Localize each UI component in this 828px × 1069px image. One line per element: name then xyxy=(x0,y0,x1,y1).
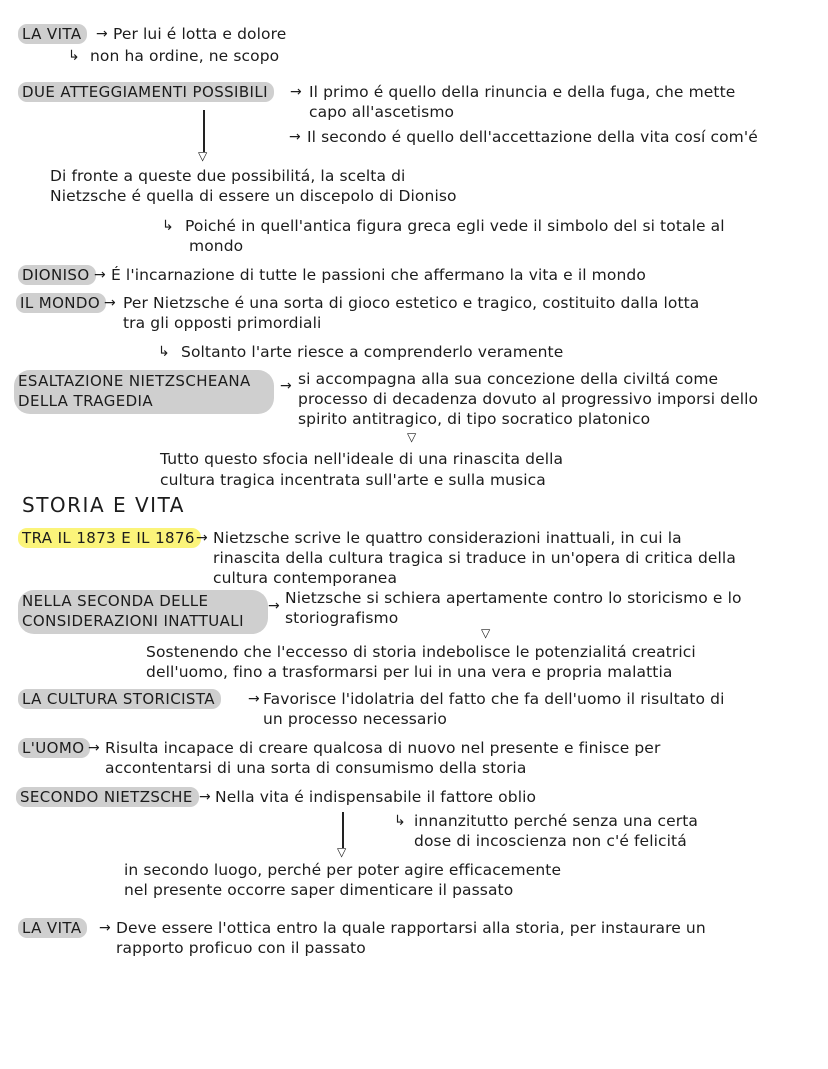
arrow-right-icon: → xyxy=(104,295,116,311)
arrow-right-icon: → xyxy=(94,267,106,283)
label-seconda-b: CONSIDERAZIONI INATTUALI xyxy=(22,612,244,630)
hook-arrow-icon: ↳ xyxy=(68,48,80,64)
section-title: STORIA E VITA xyxy=(22,493,185,517)
label-esaltazione-b: DELLA TRAGEDIA xyxy=(18,392,154,410)
secondo-text: Nella vita é indispensabile il fattore oblio xyxy=(215,788,537,806)
label-seconda-a: NELLA SECONDA DELLE xyxy=(22,592,209,610)
label-la-vita-2: LA VITA xyxy=(18,918,87,938)
label-dioniso: DIONISO xyxy=(18,265,96,285)
uomo-line-2: accontentarsi di una sorta di consumismo della storia xyxy=(105,759,527,777)
tragedia-line-1: si accompagna alla sua concezione della civiltá come xyxy=(298,370,719,388)
second-attitude: Il secondo é quello dell'accettazione della vita cosí com'é xyxy=(307,128,758,146)
arrow-right-icon: → xyxy=(88,740,100,756)
seconda-result-a: Sostenendo che l'eccesso di storia indebolisce le potenzialitá creatrici xyxy=(146,643,696,661)
first-attitude-b: capo all'ascetismo xyxy=(309,103,455,121)
choice-line-2: Nietzsche é quella di essere un discepolo di Dioniso xyxy=(50,187,457,205)
arrow-down-icon: ▽ xyxy=(198,149,208,163)
label-esaltazione-a: ESALTAZIONE NIETZSCHEANA xyxy=(18,372,251,390)
hook-arrow-icon: ↳ xyxy=(162,218,174,234)
arrow-right-icon: → xyxy=(268,598,280,614)
hook-arrow-icon: ↳ xyxy=(394,813,406,829)
uomo-line-1: Risulta incapace di creare qualcosa di nuovo nel presente e finisce per xyxy=(105,739,661,757)
arrow-down-icon: ▽ xyxy=(481,626,491,640)
arrow-right-icon: → xyxy=(196,530,208,546)
hook-arrow-icon: ↳ xyxy=(158,344,170,360)
mondo-sub: Soltanto l'arte riesce a comprenderlo veramente xyxy=(181,343,564,361)
arrow-down-icon: ▽ xyxy=(337,845,347,859)
tragedia-line-2: processo di decadenza dovuto al progressivo imporsi dello xyxy=(298,390,759,408)
seconda-result-b: dell'uomo, fino a trasformarsi per lui in una vera e propria malattia xyxy=(146,663,673,681)
arrow-down-icon: ▽ xyxy=(407,430,417,444)
choice-line-1: Di fronte a queste due possibilitá, la scelta di xyxy=(50,167,406,185)
label-esaltazione xyxy=(14,370,274,414)
first-attitude-a: Il primo é quello della rinuncia e della fuga, che mette xyxy=(309,83,736,101)
label-secondo-nietzsche: SECONDO NIETZSCHE xyxy=(16,787,199,807)
tragedia-result-a: Tutto questo sfocia nell'ideale di una rinascita della xyxy=(160,450,564,468)
because-line-a: Poiché in quell'antica figura greca egli vede il simbolo del si totale al xyxy=(185,217,725,235)
tragedia-result-b: cultura tragica incentrata sull'arte e sulla musica xyxy=(160,471,546,489)
cultura-line-2: un processo necessario xyxy=(263,710,447,728)
label-seconda-considerazione xyxy=(18,590,268,634)
date-line-3: cultura contemporanea xyxy=(213,569,398,587)
date-line-1: Nietzsche scrive le quattro considerazioni inattuali, in cui la xyxy=(213,529,682,547)
seconda-line-2: storiografismo xyxy=(285,609,399,627)
arrow-right-icon: → xyxy=(290,84,302,100)
secondo-first-a: innanzitutto perché senza una certa xyxy=(414,812,698,830)
arrow-right-icon: → xyxy=(96,26,108,42)
secondo-second-a: in secondo luogo, perché per poter agire efficacemente xyxy=(124,861,562,879)
label-due-atteggiamenti: DUE ATTEGGIAMENTI POSSIBILI xyxy=(18,82,274,102)
mondo-line-1: Per Nietzsche é una sorta di gioco estetico e tragico, costituito dalla lotta xyxy=(123,294,700,312)
vita2-line-1: Deve essere l'ottica entro la quale rapportarsi alla storia, per instaurare un xyxy=(116,919,706,937)
arrow-right-icon: → xyxy=(289,129,301,145)
mondo-line-2: tra gli opposti primordiali xyxy=(123,314,322,332)
tragedia-line-3: spirito antitragico, di tipo socratico platonico xyxy=(298,410,651,428)
label-il-mondo: IL MONDO xyxy=(16,293,106,313)
vita-line-1: Per lui é lotta e dolore xyxy=(113,25,287,43)
arrow-right-icon: → xyxy=(280,378,292,394)
arrow-right-icon: → xyxy=(199,789,211,805)
label-la-vita: LA VITA xyxy=(18,24,87,44)
down-line xyxy=(342,812,344,848)
label-date-range: TRA IL 1873 E IL 1876 xyxy=(18,528,201,548)
down-line xyxy=(203,110,205,152)
secondo-second-b: nel presente occorre saper dimenticare il passato xyxy=(124,881,514,899)
because-line-b: mondo xyxy=(189,237,244,255)
vita2-line-2: rapporto proficuo con il passato xyxy=(116,939,366,957)
label-cultura-storicista: LA CULTURA STORICISTA xyxy=(18,689,221,709)
cultura-line-1: Favorisce l'idolatria del fatto che fa dell'uomo il risultato di xyxy=(263,690,725,708)
arrow-right-icon: → xyxy=(248,691,260,707)
arrow-right-icon: → xyxy=(99,920,111,936)
date-line-2: rinascita della cultura tragica si traduce in un'opera di critica della xyxy=(213,549,736,567)
seconda-line-1: Nietzsche si schiera apertamente contro lo storicismo e lo xyxy=(285,589,742,607)
dioniso-text: É l'incarnazione di tutte le passioni che affermano la vita e il mondo xyxy=(111,266,646,284)
secondo-first-b: dose di incoscienza non c'é felicitá xyxy=(414,832,687,850)
label-uomo: L'UOMO xyxy=(18,738,90,758)
vita-line-2: non ha ordine, ne scopo xyxy=(90,47,280,65)
